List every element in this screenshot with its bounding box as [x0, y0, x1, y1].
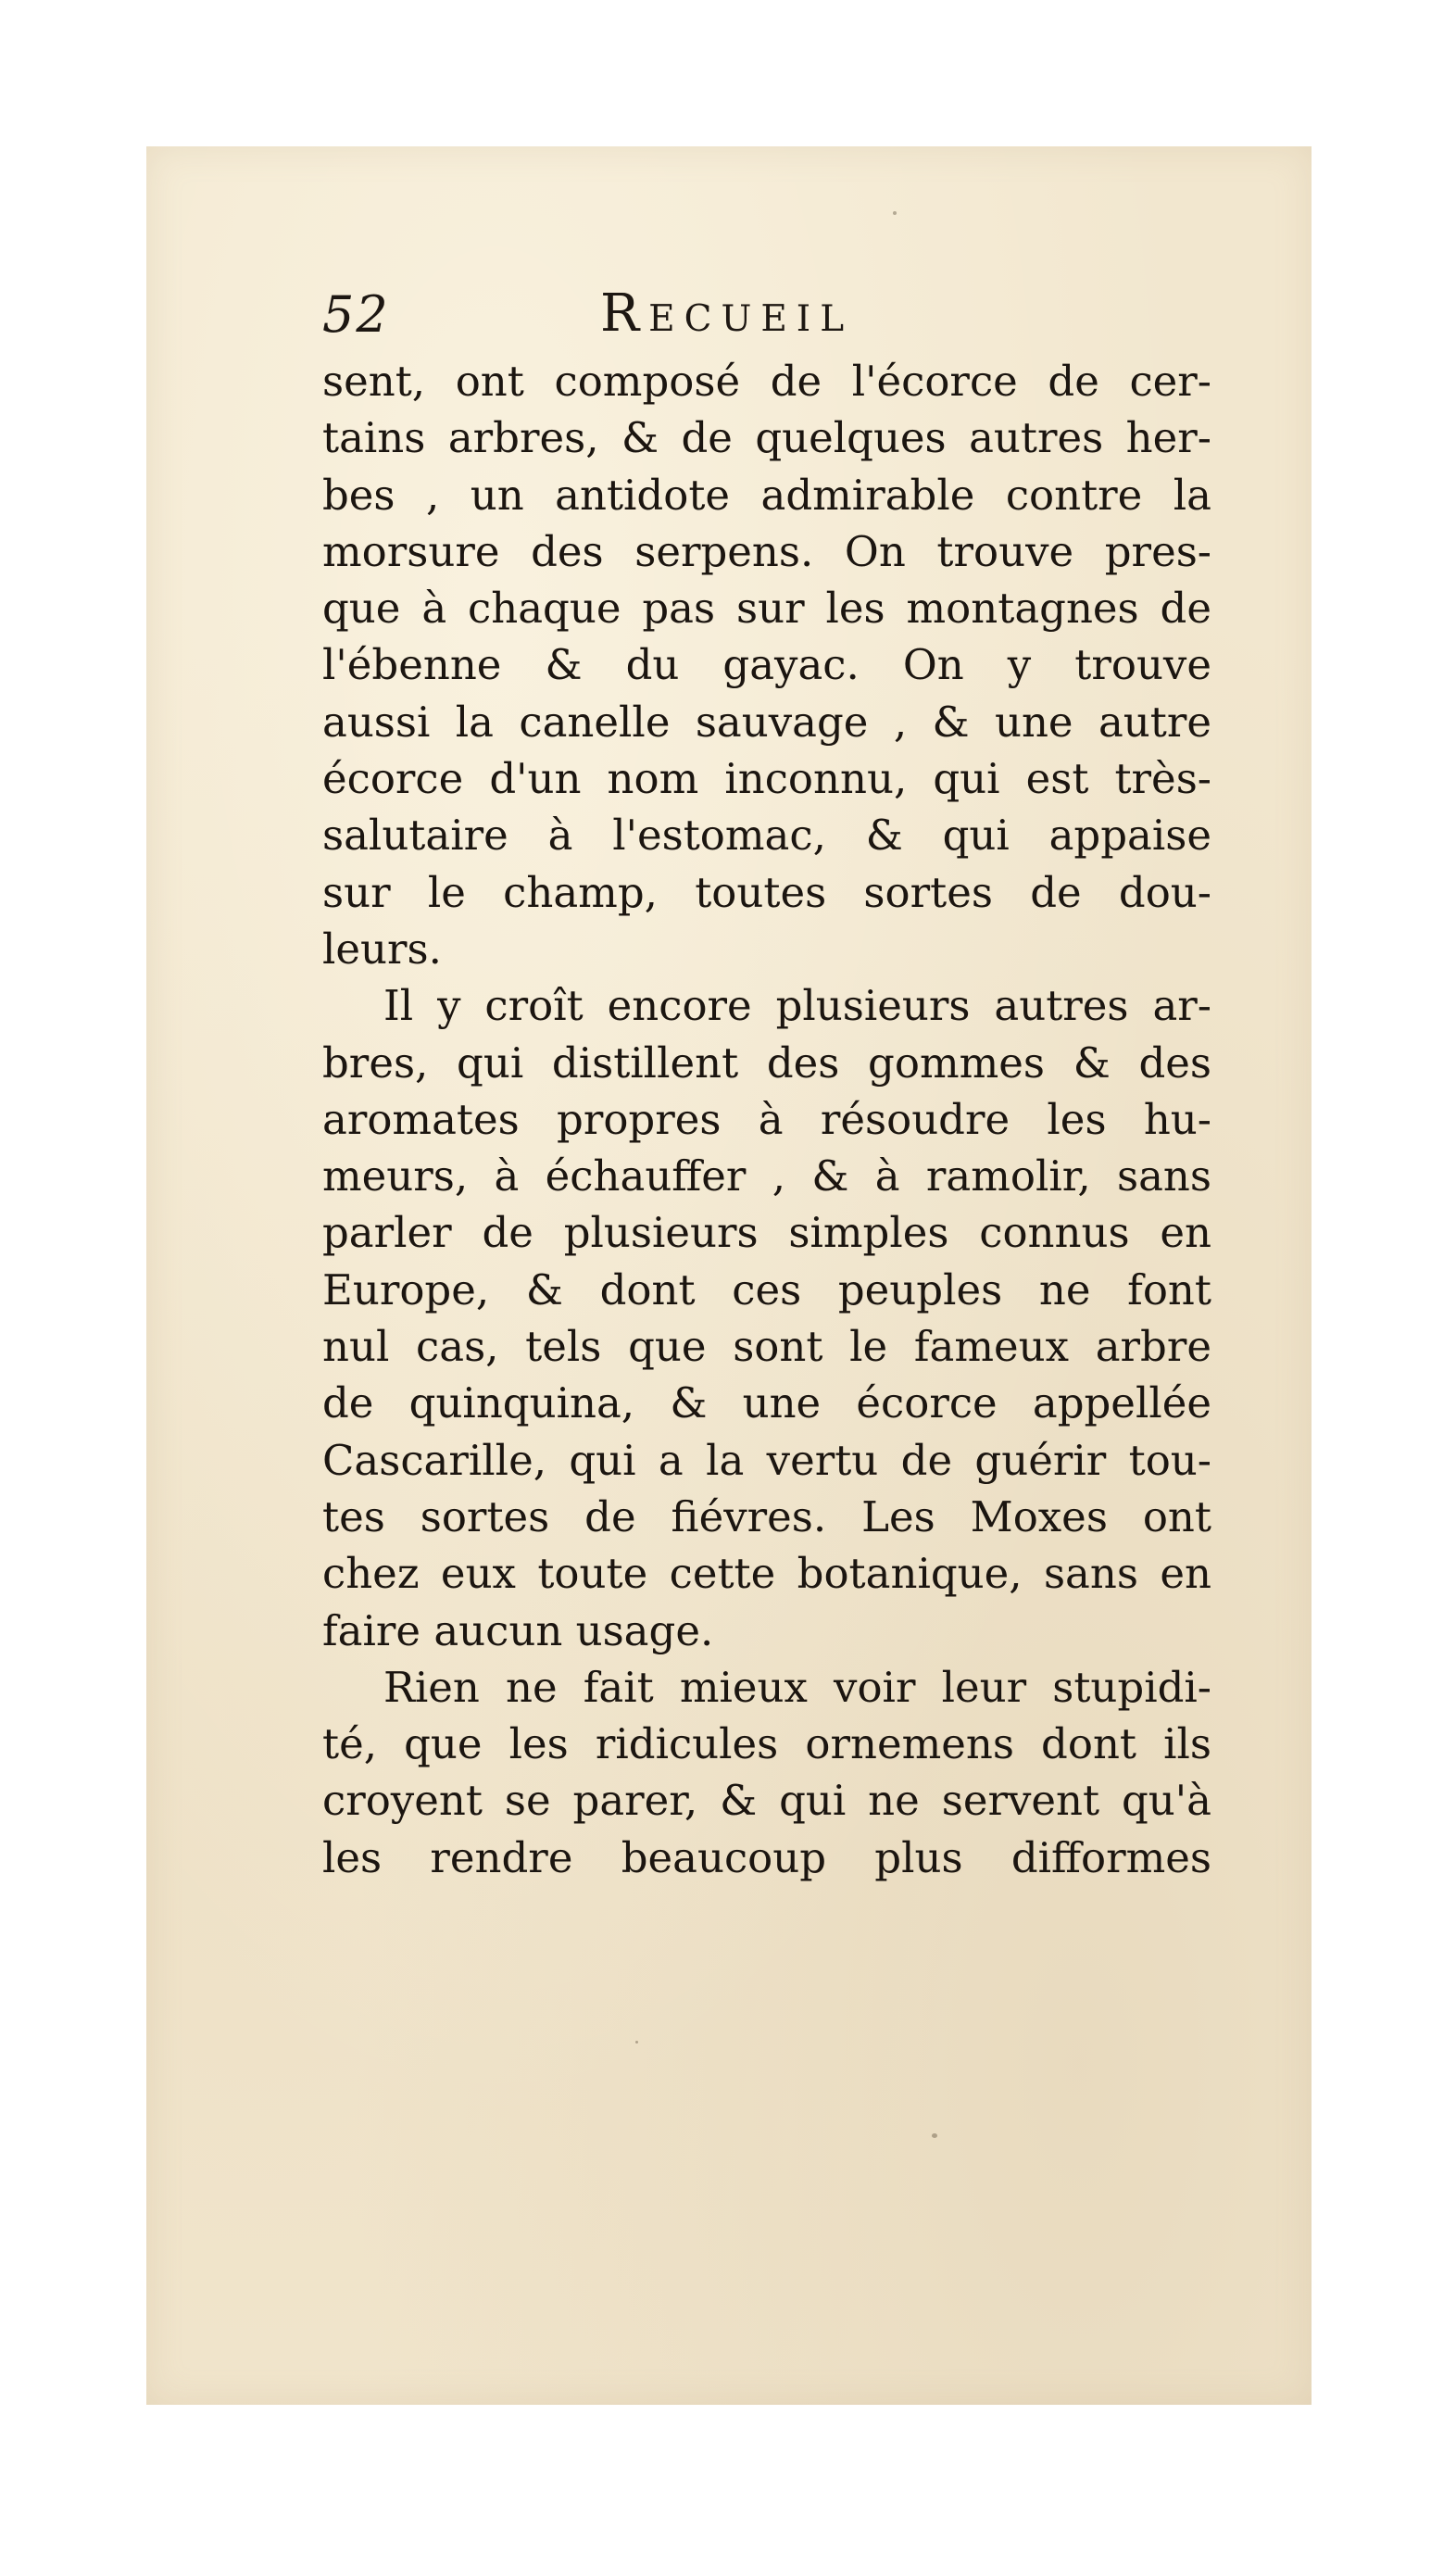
- text-line: sur le champ, toutes sortes de dou-: [322, 867, 1211, 917]
- ink-speck: [932, 2133, 937, 2138]
- book-page: [146, 146, 1312, 2405]
- text-line: salutaire à l'estomac, & qui appaise: [322, 811, 1211, 861]
- running-title: Recueil: [600, 283, 854, 344]
- ink-speck: [893, 211, 897, 215]
- text-line: chez eux toute cette botanique, sans en: [322, 1549, 1211, 1599]
- body-text: [322, 353, 1211, 1886]
- text-line: les rendre beaucoup plus difformes: [322, 1832, 1211, 1882]
- text-line: l'ébenne & du gayac. On y trouve: [322, 640, 1211, 690]
- page-header: [322, 276, 1211, 359]
- text-line: aussi la canelle sauvage , & une autre: [322, 697, 1211, 747]
- text-line: parler de plusieurs simples connus en: [322, 1208, 1211, 1258]
- text-line: bes , un antidote admirable contre la: [322, 470, 1211, 520]
- paragraph-start-line: Rien ne fait mieux voir leur stupidi-: [383, 1662, 1211, 1712]
- text-line: Europe, & dont ces peuples ne font: [322, 1264, 1211, 1314]
- paragraph-start-line: Il y croît encore plusieurs autres ar-: [383, 981, 1211, 1031]
- text-line: leurs.: [322, 924, 442, 974]
- text-line: faire aucun usage.: [322, 1605, 714, 1655]
- text-line: morsure des serpens. On trouve pres-: [322, 526, 1211, 576]
- text-line: té, que les ridicules ornemens dont ils: [322, 1719, 1211, 1769]
- text-line: nul cas, tels que sont le fameux arbre: [322, 1322, 1211, 1372]
- text-line: sent, ont composé de l'écorce de cer-: [322, 357, 1211, 406]
- text-line: aromates propres à résoudre les hu-: [322, 1094, 1211, 1144]
- page-number: 52: [322, 285, 390, 344]
- text-line: tains arbres, & de quelques autres her-: [322, 413, 1211, 463]
- text-line: bres, qui distillent des gommes & des: [322, 1038, 1211, 1088]
- text-line: meurs, à échauffer , & à ramolir, sans: [322, 1151, 1211, 1201]
- text-line: écorce d'un nom inconnu, qui est très-: [322, 754, 1211, 804]
- text-line: que à chaque pas sur les montagnes de: [322, 584, 1211, 634]
- text-line: de quinquina, & une écorce appellée: [322, 1378, 1211, 1428]
- text-line: croyent se parer, & qui ne servent qu'à: [322, 1776, 1211, 1826]
- text-line: tes sortes de fiévres. Les Moxes ont: [322, 1491, 1211, 1541]
- ink-speck: [635, 2041, 638, 2044]
- text-line: Cascarille, qui a la vertu de guérir tou-: [322, 1435, 1211, 1485]
